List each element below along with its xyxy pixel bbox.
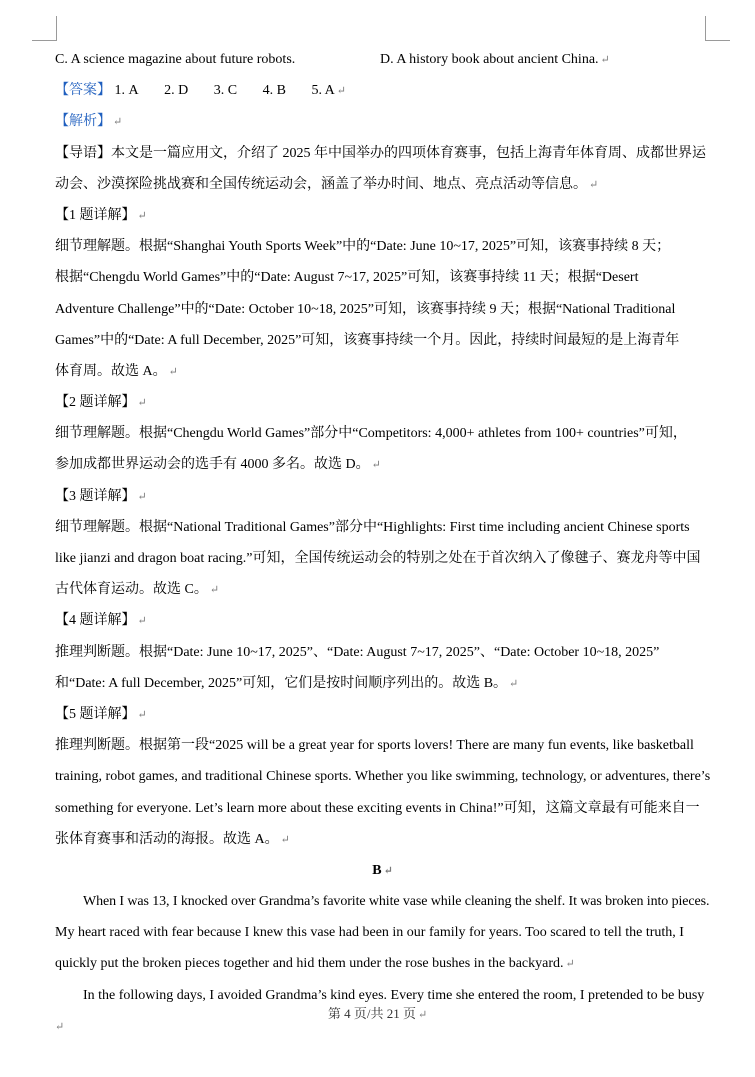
section-title: B xyxy=(372,862,382,878)
body-line xyxy=(55,668,710,699)
crop-mark-top-left xyxy=(32,16,57,41)
paragraph-mark-icon: ↵ xyxy=(600,54,610,66)
paragraph-mark-icon: ↵ xyxy=(565,958,575,971)
answer-item: 2. D xyxy=(164,83,189,99)
paragraph-mark-icon: ↵ xyxy=(137,397,147,410)
paragraph-mark-icon: ↵ xyxy=(137,490,147,503)
intro-text: 动会、沙漠探险挑战赛和全国传统运动会，涵盖了举办时间、地点、亮点活动等信息。 xyxy=(55,176,587,192)
body-line: Adventure Challenge”中的“Date: October 10~18, 2025”可知，该赛事持续 9 天；根据“National Traditional xyxy=(55,301,676,317)
section-b-heading xyxy=(55,855,710,886)
body-line: 根据“Chengdu World Games”中的“Date: August 7~17, 2025”可知，该赛事持续 11 天；根据“Desert xyxy=(55,270,639,286)
heading-text: 【3 题详解】 xyxy=(55,488,136,504)
passage-line: My heart raced with fear because I knew this vase had been in our family for years. Too scared to tell the truth, I xyxy=(55,925,684,941)
body-text: 参加成都世界运动会的选手有 4000 多名。故选 D。 xyxy=(55,457,370,473)
answer-item: 1. A xyxy=(114,83,139,99)
passage-line: When I was 13, I knocked over Grandma’s favorite white vase while cleaning the shelf. It was broken into pieces. xyxy=(83,894,710,910)
heading-text: 【4 题详解】 xyxy=(55,613,136,629)
answer-line xyxy=(55,75,710,106)
heading-text: 【5 题详解】 xyxy=(55,706,136,722)
passage-line xyxy=(55,948,710,979)
paragraph-mark-icon: ↵ xyxy=(113,116,123,129)
paragraph-mark-icon: ↵ xyxy=(371,459,381,472)
heading-text: 【1 题详解】 xyxy=(55,207,136,223)
intro-label: 【导语】 xyxy=(55,145,111,161)
paragraph-mark-icon: ↵ xyxy=(383,864,393,877)
body-line: 推理判断题。根据第一段“2025 will be a great year for sports lovers! There are many fun events, like basketball xyxy=(55,738,694,754)
body-line: 细节理解题。根据“Chengdu World Games”部分中“Competitors: 4,000+ athletes from 100+ countries”可知， xyxy=(55,426,687,442)
body-text: 张体育赛事和活动的海报。故选 A。 xyxy=(55,831,279,847)
paragraph-mark-icon: ↵ xyxy=(336,85,346,98)
paragraph-mark-icon: ↵ xyxy=(417,1009,428,1021)
intro-line xyxy=(55,169,710,200)
body-line: training, robot games, and traditional Chinese sports. Whether you like swimming, technology, or adventures, there’s xyxy=(55,769,711,785)
options-row xyxy=(55,44,710,75)
q1-heading xyxy=(55,200,710,231)
body-line: something for everyone. Let’s learn more about these exciting events in China!”可知，这篇文章最有可能来自一 xyxy=(55,800,700,816)
option-d: D. A history book about ancient China. ↵ xyxy=(380,52,610,67)
analysis-heading xyxy=(55,106,710,137)
body-text: 和“Date: A full December, 2025”可知，它们是按时间顺序列出的。故选 B。 xyxy=(55,675,508,691)
q3-heading xyxy=(55,481,710,512)
answer-item: 5. A xyxy=(311,83,335,99)
paragraph-mark-icon: ↵ xyxy=(137,615,147,628)
paragraph-mark-icon: ↵ xyxy=(209,584,220,597)
body-line: 细节理解题。根据“Shanghai Youth Sports Week”中的“Date: June 10~17, 2025”可知，该赛事持续 8 天； xyxy=(55,239,671,255)
passage-text: quickly put the broken pieces together and hid them under the rose bushes in the backyard. xyxy=(55,956,564,972)
body-line xyxy=(55,824,710,855)
analysis-label: 【解析】 xyxy=(55,114,111,130)
crop-mark-top-right xyxy=(705,16,730,41)
body-text: 古代体育运动。故选 C。 xyxy=(55,582,208,598)
answer-item: 3. C xyxy=(213,83,238,99)
option-c: C. A science magazine about future robots. xyxy=(55,52,296,67)
page-number: 第 4 页/共 21 页 xyxy=(327,1006,416,1021)
body-line xyxy=(55,356,710,387)
paragraph-mark-icon: ↵ xyxy=(509,677,519,690)
body-line xyxy=(55,449,710,480)
body-line: 细节理解题。根据“National Traditional Games”部分中“Highlights: First time including ancient Chinese sports xyxy=(55,519,690,535)
body-line: like jianzi and dragon boat racing.”可知，全国传统运动会的特别之处在于首次纳入了像毽子、赛龙舟等中国 xyxy=(55,551,701,566)
answer-item: 4. B xyxy=(262,83,286,99)
page-footer xyxy=(0,1003,755,1022)
heading-text: 【2 题详解】 xyxy=(55,395,136,411)
body-text: 体育周。故选 A。 xyxy=(55,363,167,379)
paragraph-mark-icon: ↵ xyxy=(137,708,147,721)
body-line: 推理判断题。根据“Date: June 10~17, 2025”、“Date: August 7~17, 2025”、“Date: October 10~18, 2025” xyxy=(55,644,660,660)
q5-heading xyxy=(55,699,710,730)
paragraph-mark-icon: ↵ xyxy=(280,833,290,846)
paragraph-mark-icon: ↵ xyxy=(168,365,178,378)
paragraph-mark-icon: ↵ xyxy=(55,1021,65,1033)
document-page xyxy=(55,44,710,1011)
paragraph-mark-icon: ↵ xyxy=(137,209,147,222)
intro-text: 本文是一篇应用文，介绍了 2025 年中国举办的四项体育赛事，包括上海青年体育周、成都世界运 xyxy=(111,145,706,161)
q4-heading xyxy=(55,605,710,636)
answer-label: 【答案】 xyxy=(55,83,111,99)
intro-line xyxy=(55,138,710,169)
q2-heading xyxy=(55,387,710,418)
paragraph-mark-icon: ↵ xyxy=(589,178,599,191)
body-line xyxy=(55,574,710,605)
passage-line: In the following days, I avoided Grandma’s kind eyes. Every time she entered the room, I pretended to be busy xyxy=(83,987,705,1003)
body-line: Games”中的“Date: A full December, 2025”可知，该赛事持续一个月。因此，持续时间最短的是上海青年 xyxy=(55,332,680,348)
